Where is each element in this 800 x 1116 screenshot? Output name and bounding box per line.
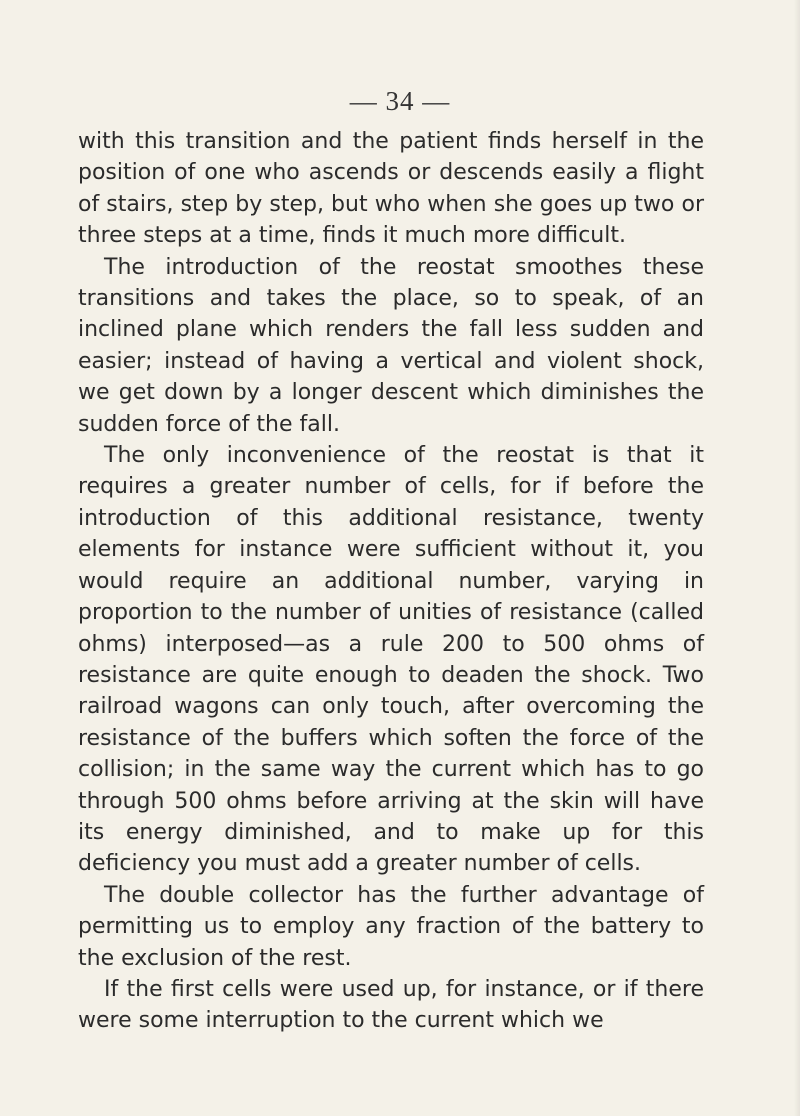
page-number: — 34 — (349, 86, 451, 116)
paragraph-5: If the first cells were used up, for instance, or if there were some interruption to the current which we (78, 976, 704, 1034)
paragraph-2: The introduction of the reostat smoothes these transitions and takes the place, so to speak, of an inclined plane which renders the fall less sudden and easier; instead of having a vertical and violent shock, we get down by a longer descent which diminishes the sudden force of the fall. (78, 254, 704, 437)
paragraph-1: with this transition and the patient finds herself in the position of one who ascends or descends easily a flight of stairs, step by step, but who when she goes up two or three steps at a time, finds it much more difficult. (78, 129, 704, 249)
paragraph-3: The only inconvenience of the reostat is that it requires a greater number of cells, for if before the introduction of this additional resistance, twenty elements for instance were sufficient without it, you would require an additional number, varying in proportion to the number of unities of resistance (called ohms) interposed—as a rule 200 to 500 ohms of resistance are quite enough to deaden the shock. Two railroad wagons can only touch, after overcoming the resistance of the buffers which soften the force of the collision; in the same way the current which has to go through 500 ohms before arriving at the skin will have its energy diminished, and to make up for this deficiency you must add a greater number of cells. (78, 443, 704, 877)
page-edge-shadow (794, 0, 800, 1116)
paragraph-4: The double collector has the further advantage of permitting us to employ any fraction of the battery to the exclusion of the rest. (78, 882, 704, 971)
body-text (78, 126, 704, 1037)
